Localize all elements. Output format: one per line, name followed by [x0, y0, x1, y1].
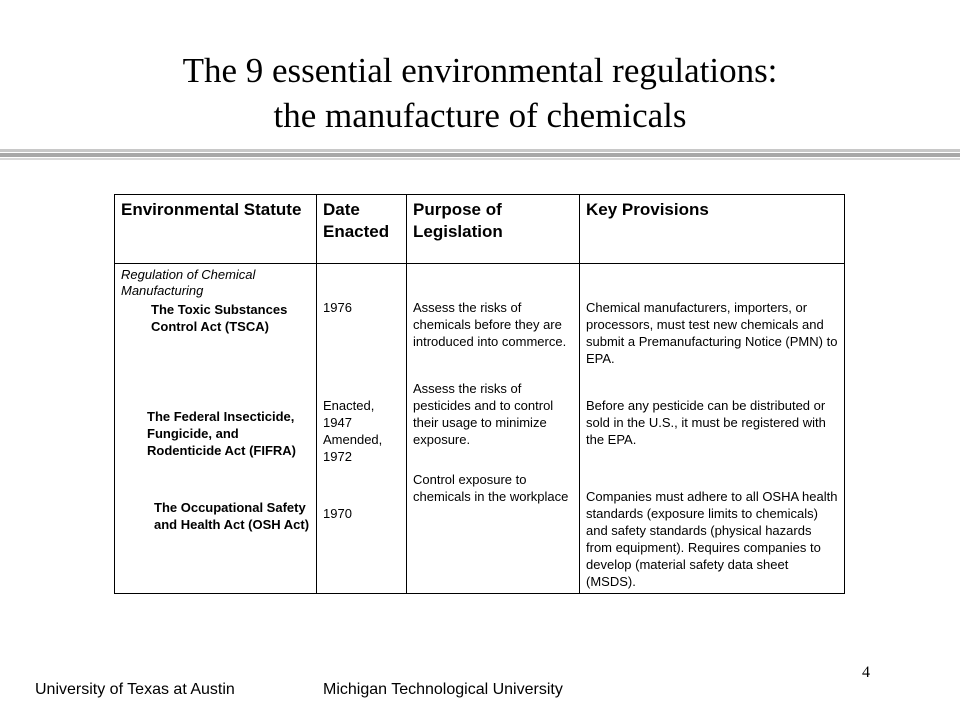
category-label: Regulation of Chemical Manufacturing	[121, 267, 256, 298]
purpose-osh: Control exposure to chemicals in the workplace	[413, 472, 569, 504]
header-purpose: Purpose of Legislation	[407, 195, 580, 264]
provisions-fifra: Before any pesticide can be distributed or sold in the U.S., it must be registered with the EPA.	[586, 398, 826, 447]
header-statute: Environmental Statute	[115, 195, 317, 264]
date-fifra: Enacted, 1947 Amended, 1972	[323, 398, 383, 464]
header-date: Date Enacted	[317, 195, 407, 264]
provisions-osh: Companies must adhere to all OSHA health standards (exposure limits to chemicals) and safety standards (physical hazards from equipment). Requires companies to develop (material safety data sheet (MSDS).	[586, 489, 838, 589]
statute-fifra: The Federal Insecticide, Fungicide, and Rodenticide Act (FIFRA)	[147, 409, 297, 458]
title-divider	[0, 149, 960, 163]
header-provisions: Key Provisions	[580, 195, 845, 264]
table-row	[115, 264, 845, 594]
provisions-tsca: Chemical manufacturers, importers, or processors, must test new chemicals and submit a Premanufacturing Notice (PMN) to EPA.	[586, 300, 838, 366]
purpose-tsca: Assess the risks of chemicals before they are introduced into commerce.	[413, 300, 567, 349]
date-tsca: 1976	[323, 300, 352, 315]
date-cell	[317, 264, 407, 594]
purpose-fifra: Assess the risks of pesticides and to control their usage to minimize exposure.	[413, 381, 554, 447]
slide-title	[0, 48, 960, 138]
statute-osh: The Occupational Safety and Health Act (OSH Act)	[154, 500, 310, 532]
date-osh: 1970	[323, 506, 352, 521]
table-header-row	[115, 195, 845, 264]
statute-tsca: The Toxic Substances Control Act (TSCA)	[151, 302, 288, 334]
page-number: 4	[862, 664, 870, 681]
slide-title-line-2: the manufacture of chemicals	[273, 96, 687, 135]
footer-left: University of Texas at Austin	[35, 681, 235, 698]
statute-cell	[115, 264, 317, 594]
footer-right: Michigan Technological University	[323, 681, 563, 698]
slide-title-line-1: The 9 essential environmental regulations:	[182, 51, 778, 90]
regulations-table	[114, 194, 845, 594]
purpose-cell	[407, 264, 580, 594]
provisions-cell	[580, 264, 845, 594]
